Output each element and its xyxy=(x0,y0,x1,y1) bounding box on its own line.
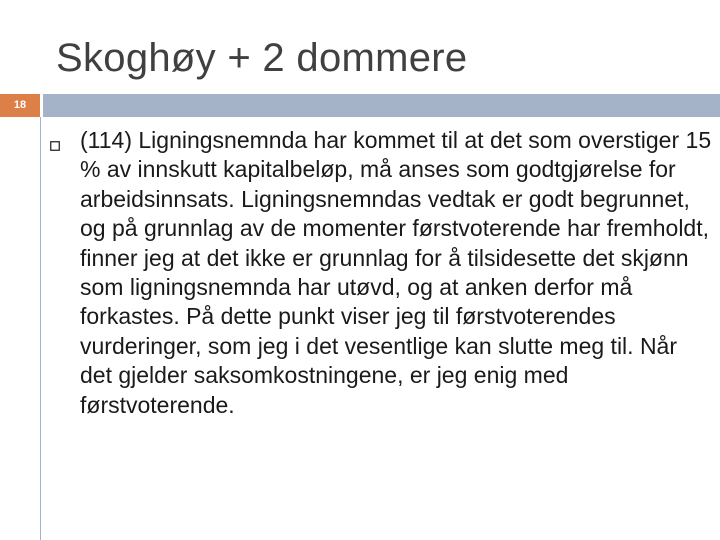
hollow-square-bullet-icon xyxy=(50,141,60,151)
slide-number-badge: 18 xyxy=(0,94,40,117)
left-divider-line xyxy=(40,117,41,540)
header-accent-bar xyxy=(43,94,720,117)
slide-title: Skoghøy + 2 dommere xyxy=(56,36,468,80)
slide-body-paragraph: (114) Ligningsnemnda har kommet til at det som overstiger 15 % av innskutt kapitalbeløp, må anses som godtgjørelse for arbeidsinnsats. Ligningsnemndas vedtak er godt begrunnet, og på grunnlag av de momenter førstvoterende har fremholdt, finner jeg at det ikke er grunnlag for å tilsidesette det skjønn som ligningsnemnda har utøvd, og at anken derfor må forkastes. På dette punkt viser jeg til førstvoterendes vurderinger, som jeg i det vesentlige kan slutte meg til. Når det gjelder saksomkostningene, er jeg enig med førstvoterende. xyxy=(80,127,712,418)
